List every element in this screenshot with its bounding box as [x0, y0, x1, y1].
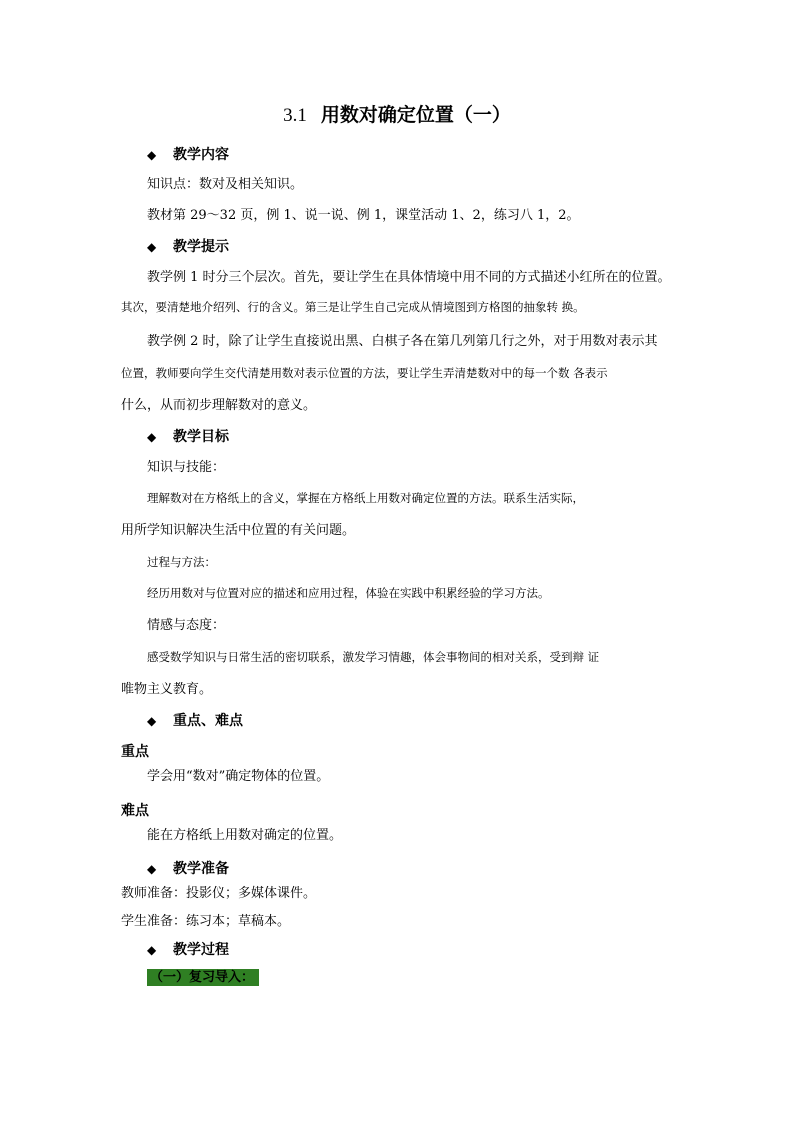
hints-p2-line-3: 什么，从而初步理解数对的意义。	[121, 398, 317, 413]
hints-p1-line-2: 其次，要清楚地介绍列、行的含义。第三是让学生自己完成从情境图到方格图的抽象转 换。	[121, 300, 585, 314]
title-number: 3.1	[283, 105, 307, 126]
hints-p2-line-2: 位置，教师要向学生交代清楚用数对表示位置的方法，要让学生弄清楚数对中的每一个数 各表示	[121, 366, 608, 380]
goals-knowledge-line-2: 用所学知识解决生活中位置的有关问题。	[121, 523, 356, 538]
heading-hints	[147, 240, 229, 254]
heading-process-text: 教学过程	[173, 942, 229, 958]
diamond-bullet-icon: ◆	[147, 430, 157, 444]
heading-process	[147, 943, 229, 957]
heading-goals	[147, 430, 229, 444]
hints-p2-line-1: 教学例 2 时，除了让学生直接说出黑、白棋子各在第几列第几行之外，对于用数对表示其	[147, 334, 658, 349]
page-title	[0, 106, 794, 125]
goals-emotion-label: 情感与态度：	[147, 618, 226, 633]
title-text: 用数对确定位置（一）	[320, 104, 511, 126]
diamond-bullet-icon: ◆	[147, 943, 157, 957]
goals-process-label: 过程与方法：	[147, 555, 216, 569]
diamond-bullet-icon: ◆	[147, 862, 157, 876]
difficulty-text: 能在方格纸上用数对确定的位置。	[147, 828, 343, 843]
heading-content	[147, 148, 229, 162]
content-line-2: 教材第 29～32 页，例 1、说一说、例 1，课堂活动 1、2，练习八 1，2。	[147, 208, 580, 223]
heading-keypoints	[147, 714, 243, 728]
goals-knowledge-line-1: 理解数对在方格纸上的含义，掌握在方格纸上用数对确定位置的方法。联系生活实际，	[147, 491, 584, 505]
heading-hints-text: 教学提示	[173, 239, 229, 255]
goals-emotion-line-1: 感受数学知识与日常生活的密切联系，激发学习情趣，体会事物间的相对关系，受到辩 证	[147, 650, 600, 664]
heading-prep-text: 教学准备	[173, 861, 229, 877]
process-step-1-banner: （一）复习导入：	[147, 969, 259, 986]
goals-process-line-1: 经历用数对与位置对应的描述和应用过程，体验在实践中积累经验的学习方法。	[147, 586, 550, 600]
diamond-bullet-icon: ◆	[147, 714, 157, 728]
heading-prep	[147, 862, 229, 876]
hints-p1-line-1: 教学例 1 时分三个层次。首先，要让学生在具体情境中用不同的方式描述小红所在的位置。	[147, 270, 671, 285]
heading-goals-text: 教学目标	[173, 429, 229, 445]
key-point-label: 重点	[121, 744, 149, 760]
content-line-1: 知识点：数对及相关知识。	[147, 177, 304, 192]
diamond-bullet-icon: ◆	[147, 148, 157, 162]
key-point-text: 学会用“数对”确定物体的位置。	[147, 769, 330, 784]
goals-knowledge-label: 知识与技能：	[147, 460, 226, 475]
prep-teacher: 教师准备：投影仪；多媒体课件。	[121, 886, 317, 901]
diamond-bullet-icon: ◆	[147, 240, 157, 254]
heading-content-text: 教学内容	[173, 147, 229, 163]
prep-student: 学生准备：练习本；草稿本。	[121, 914, 291, 929]
heading-keypoints-text: 重点、难点	[173, 713, 243, 729]
difficulty-label: 难点	[121, 803, 149, 819]
goals-emotion-line-2: 唯物主义教育。	[121, 682, 213, 697]
